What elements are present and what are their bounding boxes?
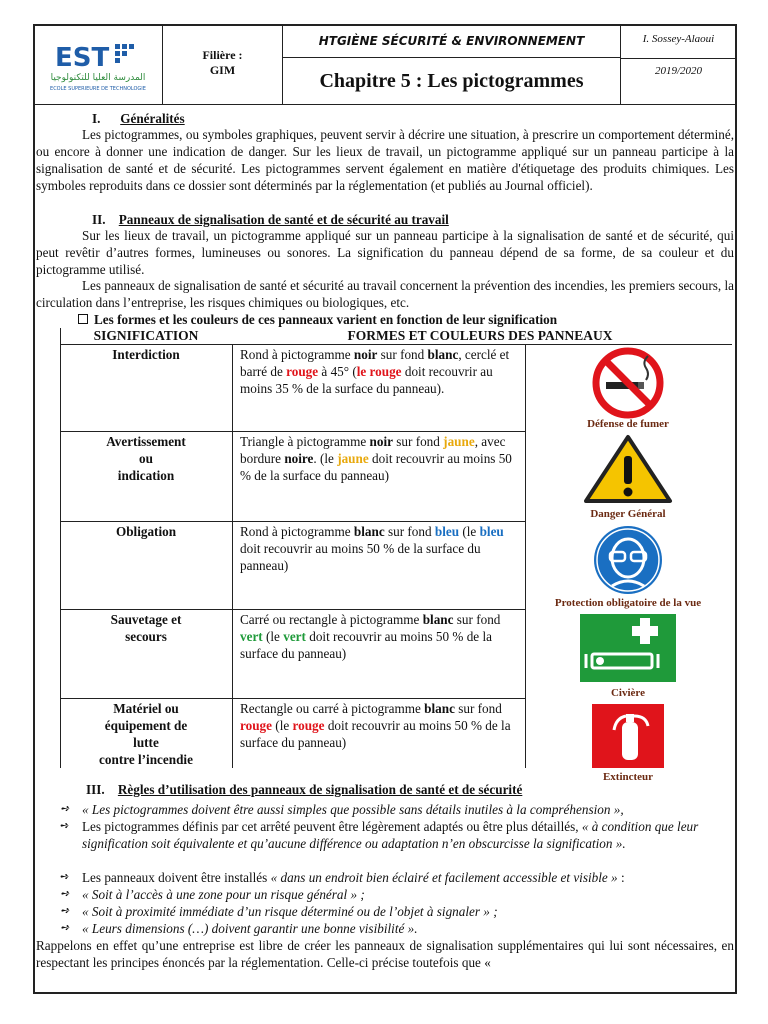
stretcher-sign xyxy=(528,612,728,700)
desc-sauvetage: Carré ou rectangle à pictogramme blanc sur fond vert (le vert doit recouvrir au moins 50 % de la surface du panneau) xyxy=(240,612,501,661)
caption-defense-de-fumer: Défense de fumer xyxy=(587,418,669,430)
author: I. Sossey-Alaoui xyxy=(621,24,736,59)
general-danger-sign xyxy=(528,434,728,524)
section3-heading xyxy=(86,781,726,798)
section2-bullet xyxy=(78,311,728,328)
no-smoking-icon xyxy=(588,346,668,420)
header xyxy=(33,24,737,104)
arrow-bullet-icon: ➺ xyxy=(60,820,70,832)
arrow-bullet-icon: ➺ xyxy=(60,888,70,900)
caption-civiere: Civière xyxy=(610,687,645,699)
filiere-cell xyxy=(163,24,283,104)
logo-text: EST xyxy=(55,43,110,73)
header-divider xyxy=(33,104,737,105)
meta-cell xyxy=(621,24,737,104)
sig-avertissement: Avertissement ou indication xyxy=(106,434,186,483)
extinguisher-sign xyxy=(528,702,728,786)
col-signification: SIGNIFICATION xyxy=(93,328,199,343)
desc-obligation: Rond à pictogramme blanc sur fond bleu (le bleu doit recouvrir au moins 50 % de la surface du panneau) xyxy=(240,524,504,573)
logo-arabic: المدرسة العليا للتكنولوجيا xyxy=(50,73,146,83)
section2-num: II. xyxy=(92,212,106,227)
sig-sauvetage: Sauvetage et secours xyxy=(110,612,182,644)
stretcher-icon xyxy=(578,612,678,684)
arrow-bullet-icon: ➺ xyxy=(60,922,70,934)
caption-protection-vue: Protection obligatoire de la vue xyxy=(554,597,702,609)
title-cell xyxy=(283,24,621,104)
filiere-label: Filière : xyxy=(202,48,243,62)
eye-protection-sign xyxy=(528,524,728,612)
chapter-title: Chapitre 5 : Les pictogrammes xyxy=(319,70,584,92)
filiere-value: GIM xyxy=(209,63,236,77)
section1-title: Généralités xyxy=(120,111,185,126)
rule-bullet-1: ➺ « Les pictogrammes doivent être aussi simples que possible sans détails inutiles à la compréhension », xyxy=(60,802,624,817)
desc-avertissement: Triangle à pictogramme noir sur fond jaune, avec bordure noire. (le jaune doit recouvrir au moins 50 % de la surface du panneau) xyxy=(240,434,512,483)
rule-bullet-2: ➺ Les pictogrammes définis par cet arrêté peuvent être légèrement adaptés ou être plus détaillés, « à condition que leur signification soit équivalente et qu’aucune différence ou adaptation n’en obscurcisse la signification ». xyxy=(60,819,699,851)
rule-bullet-6: ➺ « Leurs dimensions (…) doivent garantir une bonne visibilité ». xyxy=(60,921,418,936)
arrow-bullet-icon: ➺ xyxy=(60,905,70,917)
section1-paragraph: Les pictogrammes, ou symboles graphiques, peuvent servir à décrire une situation, à prescrire un comportement déterminé, ou encore à donner une indication de danger. Sur les lieux de travail, un pictogramme appliqué sur un panneau participe à la signalisation de santé et de sécurité. Les pictogrammes servent également en matière d'étiquetage des produits chimiques. Les symboles reproduits dans ce dossier sont déterminés par la réglementation (et publiés au Journal officiel). xyxy=(36,127,734,193)
section3-title: Règles d’utilisation des panneaux de signalisation de santé et de sécurité xyxy=(117,782,523,797)
rule-bullet-3: ➺ Les panneaux doivent être installés « dans un endroit bien éclairé et facilement accessible et visible » : xyxy=(60,870,625,885)
section2-paragraph2: Les panneaux de signalisation de santé et sécurité au travail concernent la prévention des incendies, les premiers secours, la circulation dans l’entreprise, les risques chimiques ou biologiques, etc. xyxy=(36,278,734,310)
sig-materiel-incendie: Matériel ou équipement de lutte contre l’incendie xyxy=(99,701,193,767)
eye-protection-icon xyxy=(590,524,666,596)
desc-materiel-incendie: Rectangle ou carré à pictogramme blanc sur fond rouge (le rouge doit recouvrir au moins 50 % de la surface du panneau) xyxy=(240,701,511,750)
arrow-bullet-icon: ➺ xyxy=(60,803,70,815)
arrow-bullet-icon: ➺ xyxy=(60,871,70,883)
course-title: HTGIÈNE SÉCURITÉ & ENVIRONNEMENT xyxy=(283,24,620,58)
rule-bullet-5: ➺ « Soit à proximité immédiate d’un risque déterminé ou de l’objet à signaler » ; xyxy=(60,904,498,919)
section2-bullet-text: Les formes et les couleurs de ces panneaux varient en fonction de leur signification xyxy=(94,312,558,327)
sig-obligation: Obligation xyxy=(115,524,177,539)
checkbox-bullet-icon xyxy=(78,314,88,324)
logo-sub: ECOLE SUPERIEURE DE TECHNOLOGIE xyxy=(50,86,146,92)
no-smoking-sign xyxy=(528,346,728,432)
fire-extinguisher-icon xyxy=(590,702,666,770)
school-logo xyxy=(33,24,163,104)
col-formes: FORMES ET COULEURS DES PANNEAUX xyxy=(347,328,613,343)
section2-paragraph1: Sur les lieux de travail, un pictogramme appliqué sur un panneau participe à la signalisation de santé et de sécurité, qui peut revêtir d’autres formes, lumineuses ou sonores. La signification du panneau dépend de sa forme, de sa couleur et du pictogramme utilisé. xyxy=(36,228,734,277)
section3-num: III. xyxy=(86,782,105,797)
section2-title: Panneaux de signalisation de santé et de sécurité au travail xyxy=(118,212,449,227)
caption-danger-general: Danger Général xyxy=(590,508,666,520)
section1-heading xyxy=(92,110,492,127)
year: 2019/2020 xyxy=(654,65,703,77)
section2-heading xyxy=(92,211,692,228)
rule-bullet-4: ➺ « Soit à l’accès à une zone pour un risque général » ; xyxy=(60,887,365,902)
section1-num: I. xyxy=(92,111,101,126)
sig-interdiction: Interdiction xyxy=(112,347,180,362)
caption-extincteur: Extincteur xyxy=(602,771,654,783)
warning-triangle-icon xyxy=(583,434,673,504)
closing-paragraph: Rappelons en effet qu’une entreprise est libre de créer les panneaux de signalisation supplémentaires qui lui sont nécessaires, en respectant les principes énoncés par la réglementation. Celle-ci précise toutefois que « xyxy=(36,938,734,970)
desc-interdiction: Rond à pictogramme noir sur fond blanc, cerclé et barré de rouge à 45° (le rouge doit recouvrir au moins 35 % de la surface du panneau). xyxy=(240,347,510,396)
